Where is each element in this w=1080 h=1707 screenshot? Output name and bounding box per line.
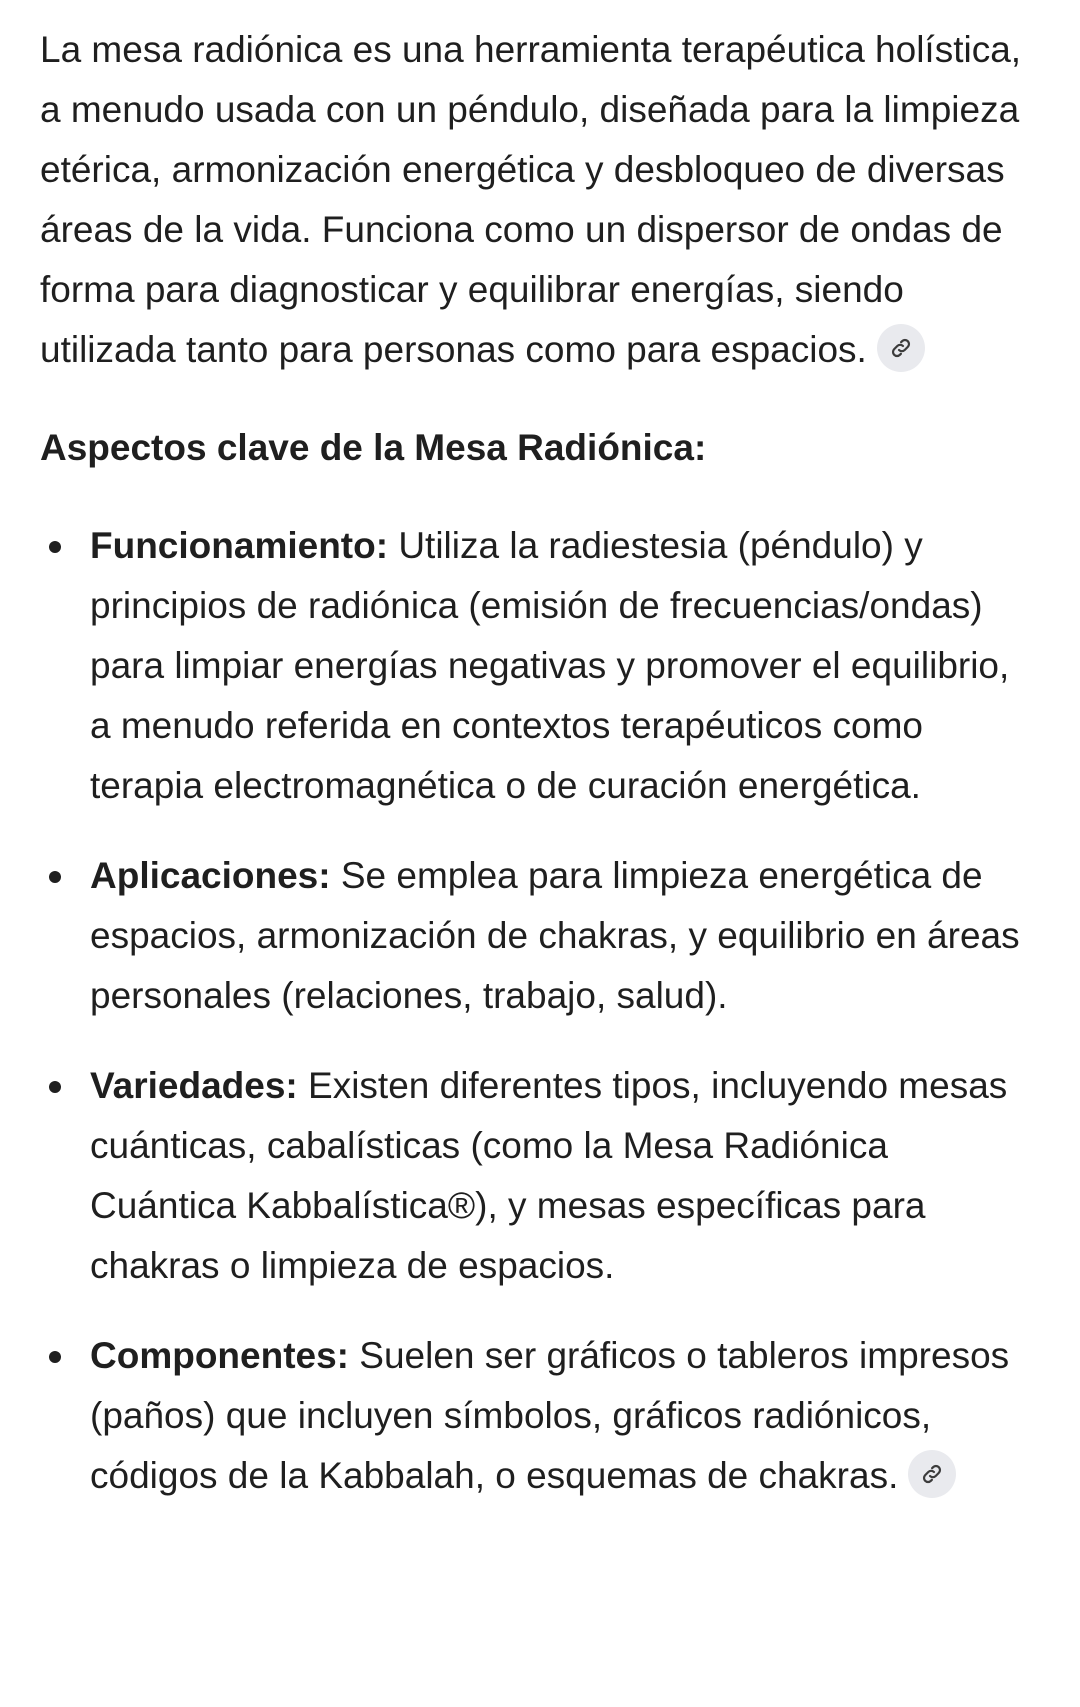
bullet-dot [49,871,61,883]
list-item-componentes [40,1326,1030,1506]
intro-paragraph [40,20,1040,380]
bullet-term: Variedades: [90,1065,298,1106]
link-icon [889,336,913,360]
source-link-button[interactable] [877,324,925,372]
list-item-aplicaciones [40,846,1030,1026]
bullet-term: Componentes: [90,1335,349,1376]
list-item-funcionamiento [40,516,1030,816]
link-icon [920,1462,944,1486]
bullet-dot [49,1081,61,1093]
bullet-dot [49,541,61,553]
bullet-text: Se emplea para limpieza energética de espacios, armonización de chakras, y equilibrio en áreas personales (relaciones, trabajo, salud). [90,855,1020,1016]
intro-text: La mesa radiónica es una herramienta terapéutica holística, a menudo usada con un péndulo, diseñada para la limpieza etérica, armonización energética y desbloqueo de diversas áreas de la vida. Funciona como un dispersor de ondas de forma para diagnosticar y equilibrar energías, siendo utilizada tanto para personas como para espacios. [40,29,1022,370]
bullet-text: Utiliza la radiestesia (péndulo) y principios de radiónica (emisión de frecuencias/ondas) para limpiar energías negativas y promover el equilibrio, a menudo referida en contextos terapéuticos como terapia electromagnética o de curación energética. [90,525,1010,806]
bullet-text: Existen diferentes tipos, incluyendo mesas cuánticas, cabalísticas (como la Mesa Radiónica Cuántica Kabbalística®), y mesas específicas para chakras o limpieza de espacios. [90,1065,1008,1286]
section-heading: Aspectos clave de la Mesa Radiónica: [40,427,707,468]
bullet-term: Aplicaciones: [90,855,331,896]
key-aspects-list [40,516,1040,1506]
bullet-dot [49,1351,61,1363]
bullet-text: Suelen ser gráficos o tableros impresos (paños) que incluyen símbolos, gráficos radiónicos, códigos de la Kabbalah, o esquemas de chakras. [90,1335,1010,1496]
bullet-term: Funcionamiento: [90,525,389,566]
source-link-button[interactable] [908,1450,956,1498]
list-item-variedades [40,1056,1030,1296]
